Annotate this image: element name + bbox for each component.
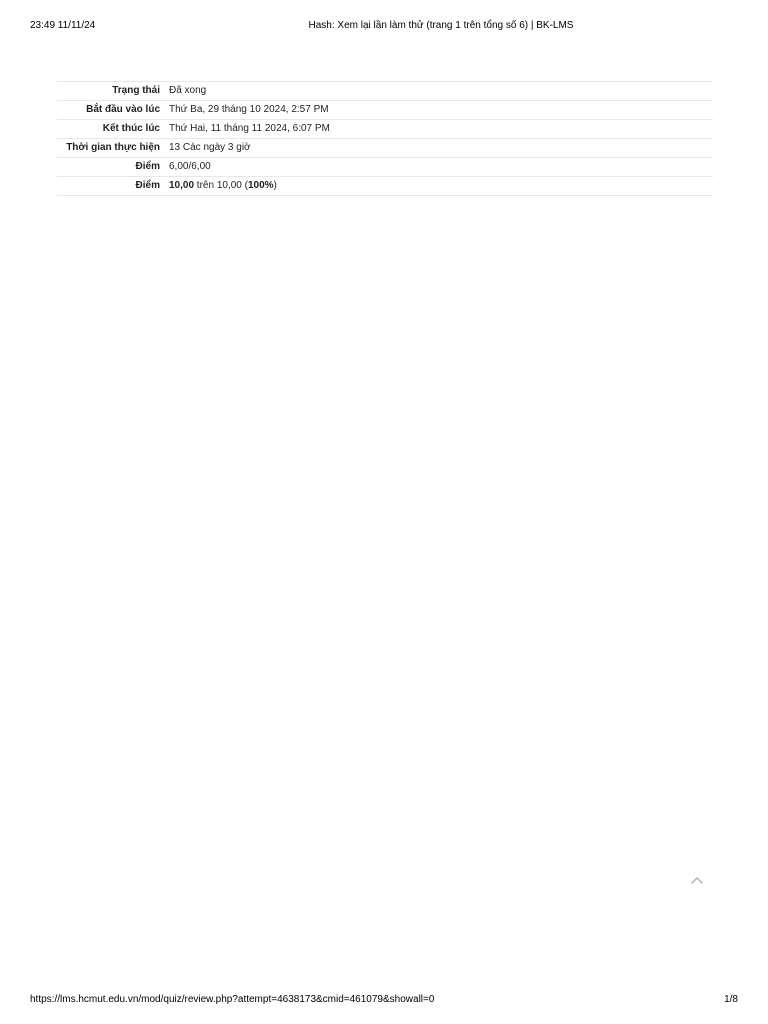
page-number: 1/8 <box>724 994 738 1005</box>
marks-label: Điểm <box>135 161 160 172</box>
summary-row-time-taken <box>57 139 713 158</box>
grade-percent: 100% <box>247 180 274 191</box>
completed-on-label: Kết thúc lúc <box>102 123 160 134</box>
state-label: Trạng thái <box>112 85 160 96</box>
completed-on-value: Thứ Hai, 11 tháng 11 2024, 6:07 PM <box>169 123 330 134</box>
time-taken-label: Thời gian thực hiện <box>66 142 160 153</box>
page-title: Hash: Xem lại lần làm thử (trang 1 trên tổng số 6) | BK-LMS <box>308 20 574 31</box>
back-to-top-button[interactable] <box>688 873 706 887</box>
summary-row-marks <box>57 158 713 177</box>
summary-row-state <box>57 82 713 101</box>
print-footer <box>30 994 738 1008</box>
print-datetime: 23:49 11/11/24 <box>30 20 96 31</box>
chevron-up-icon <box>688 873 706 887</box>
print-header <box>30 20 738 34</box>
started-on-value: Thứ Ba, 29 tháng 10 2024, 2:57 PM <box>169 104 329 115</box>
quiz-review-summary-table <box>57 81 713 196</box>
grade-close-paren: ) <box>273 180 277 191</box>
summary-row-grade <box>57 177 713 196</box>
grade-score: 10,00 <box>169 180 195 191</box>
grade-label: Điểm <box>135 180 160 191</box>
summary-row-started-on <box>57 101 713 120</box>
grade-value <box>165 177 713 196</box>
started-on-label: Bắt đầu vào lúc <box>86 104 160 115</box>
grade-out-of: trên 10,00 ( <box>194 180 248 191</box>
summary-row-completed-on <box>57 120 713 139</box>
time-taken-value: 13 Các ngày 3 giờ <box>169 142 251 153</box>
state-value: Đã xong <box>169 85 207 96</box>
marks-value: 6,00/6,00 <box>169 161 211 172</box>
page-url: https://lms.hcmut.edu.vn/mod/quiz/review.php?attempt=4638173&cmid=461079&showall=0 <box>30 994 435 1005</box>
